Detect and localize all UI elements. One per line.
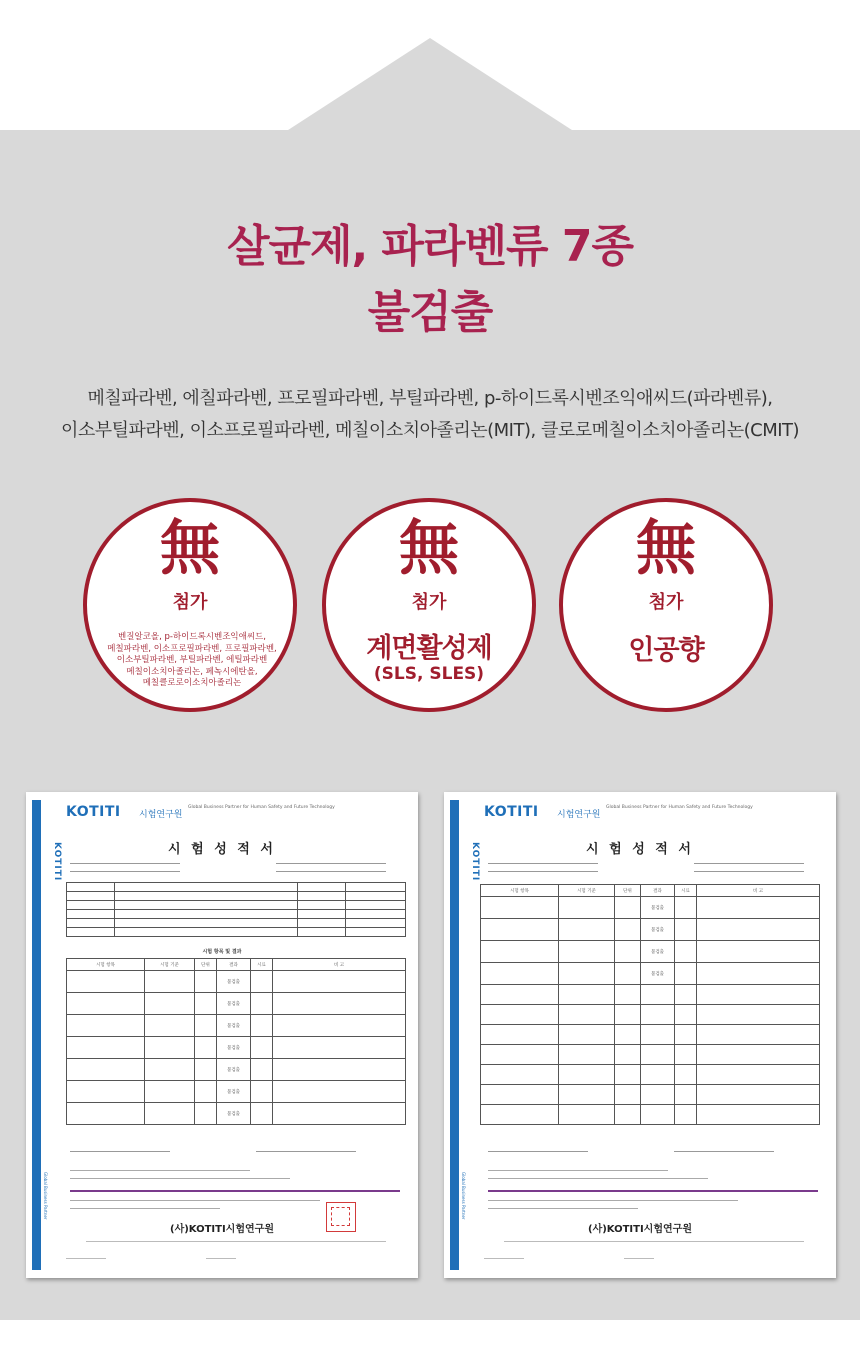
column-header: 단위 [195, 959, 217, 971]
column-header: 단위 [615, 885, 641, 897]
tester-signature [488, 1148, 588, 1152]
result-value: 불검출 [217, 1037, 251, 1059]
result-value: 불검출 [641, 919, 675, 941]
header-peak-shape [0, 38, 860, 132]
result-value: 불검출 [641, 897, 675, 919]
column-header: 결과 [641, 885, 675, 897]
column-header: 비 고 [697, 885, 820, 897]
report-notes [70, 1166, 400, 1182]
badge-ingredient-line: 메칠파라벤, 이소프로필파라벤, 프로필파라벤, [107, 643, 277, 654]
report-title: 시 험 성 적 서 [586, 842, 694, 857]
test-report-page-2 [444, 792, 836, 1278]
kotiti-logo-korean: 시험연구원 [139, 810, 183, 820]
page-number [624, 1256, 654, 1259]
badge-ingredient-list [101, 632, 283, 690]
results-table [66, 958, 406, 1125]
badge-ingredient-line: 벤질알코올, p-하이드록시벤조익애씨드, [118, 632, 266, 642]
report-side-logo: KOTITI [470, 842, 480, 882]
form-number [66, 1256, 106, 1259]
result-value: 불검출 [217, 1103, 251, 1125]
column-header: 시험 기준 [559, 885, 615, 897]
approver-signature [674, 1148, 774, 1152]
report-notes-lower [488, 1196, 818, 1209]
no-surfactant-badge [322, 498, 536, 712]
ingredient-list-line-2: 이소부틸파라벤, 이소프로필파라벤, 메칠이소치아졸리논(MIT), 클로로메칠이소치아졸리논(CMIT) [60, 420, 800, 441]
no-mark-symbol: 無 [636, 514, 696, 584]
ingredient-list-line-1: 메칠파라벤, 에칠파라벤, 프로필파라벤, 부틸파라벤, p-하이드록시벤조익애씨드(파라벤류), [87, 388, 773, 409]
report-side-logo: KOTITI [52, 842, 62, 882]
result-value: 불검출 [641, 941, 675, 963]
test-report-page-1 [26, 792, 418, 1278]
approver-signature [256, 1148, 356, 1152]
kotiti-logo: KOTITI [484, 804, 539, 820]
kotiti-logo: KOTITI [66, 804, 121, 820]
column-header: 비 고 [273, 959, 406, 971]
badge-ingredient-line: 메칠클로로이소치아졸리논 [142, 678, 242, 688]
page-number [206, 1256, 236, 1259]
report-title: 시 험 성 적 서 [168, 842, 276, 857]
badge-label: 첨가 [411, 592, 447, 613]
badge-sub-text: (SLS, SLES) [373, 664, 485, 684]
badge-label: 첨가 [172, 592, 208, 613]
no-preservatives-badge [83, 498, 297, 712]
report-tagline: Global Business Partner for Human Safety and Future Technology [188, 805, 335, 810]
report-organization: (사)KOTITI시험연구원 [588, 1224, 692, 1235]
column-header: 결과 [217, 959, 251, 971]
headline-line-2: 불검출 [367, 287, 493, 338]
result-value: 불검출 [217, 993, 251, 1015]
report-tagline: Global Business Partner for Human Safety and Future Technology [606, 805, 753, 810]
report-meta-left [488, 860, 598, 872]
badge-label: 첨가 [648, 592, 684, 613]
no-mark-symbol: 無 [160, 514, 220, 584]
column-header: 시료 [675, 885, 697, 897]
notes-divider [70, 1190, 400, 1192]
report-organization: (사)KOTITI시험연구원 [170, 1224, 274, 1235]
result-value: 불검출 [217, 971, 251, 993]
report-meta-right [694, 860, 804, 872]
official-seal-stamp [326, 1202, 356, 1232]
results-table [480, 884, 820, 1125]
result-value: 불검출 [217, 1059, 251, 1081]
report-notes [488, 1166, 818, 1182]
column-header: 시험 항목 [67, 959, 145, 971]
badge-ingredient-line: 이소부틸파라벤, 부틸파라벤, 에틸파라벤 [116, 655, 268, 665]
report-info-table [66, 882, 406, 937]
badge-main-text: 인공향 [628, 635, 704, 666]
result-value: 불검출 [217, 1015, 251, 1037]
column-header: 시료 [251, 959, 273, 971]
badge-ingredient-line: 메칠이소치아졸리논, 페녹시에탄올, [126, 666, 258, 677]
column-header: 시험 항목 [481, 885, 559, 897]
column-header: 시험 기준 [145, 959, 195, 971]
report-side-footer: Global Business Partner [461, 1172, 466, 1220]
headline-line-1: 살균제, 파라벤류 7종 [227, 221, 633, 272]
report-address [484, 1238, 824, 1242]
kotiti-logo-korean: 시험연구원 [557, 810, 601, 820]
report-address [66, 1238, 406, 1242]
result-value: 불검출 [641, 963, 675, 985]
no-artificial-fragrance-badge [559, 498, 773, 712]
report-meta-left [70, 860, 180, 872]
badge-main-text: 계면활성제 [366, 633, 492, 664]
notes-divider [488, 1190, 818, 1192]
report-side-footer: Global Business Partner [43, 1172, 48, 1220]
tester-signature [70, 1148, 170, 1152]
form-number [484, 1256, 524, 1259]
no-mark-symbol: 無 [399, 514, 459, 584]
results-caption: 시험 항목 및 결과 [202, 949, 242, 955]
report-meta-right [276, 860, 386, 872]
result-value: 불검출 [217, 1081, 251, 1103]
